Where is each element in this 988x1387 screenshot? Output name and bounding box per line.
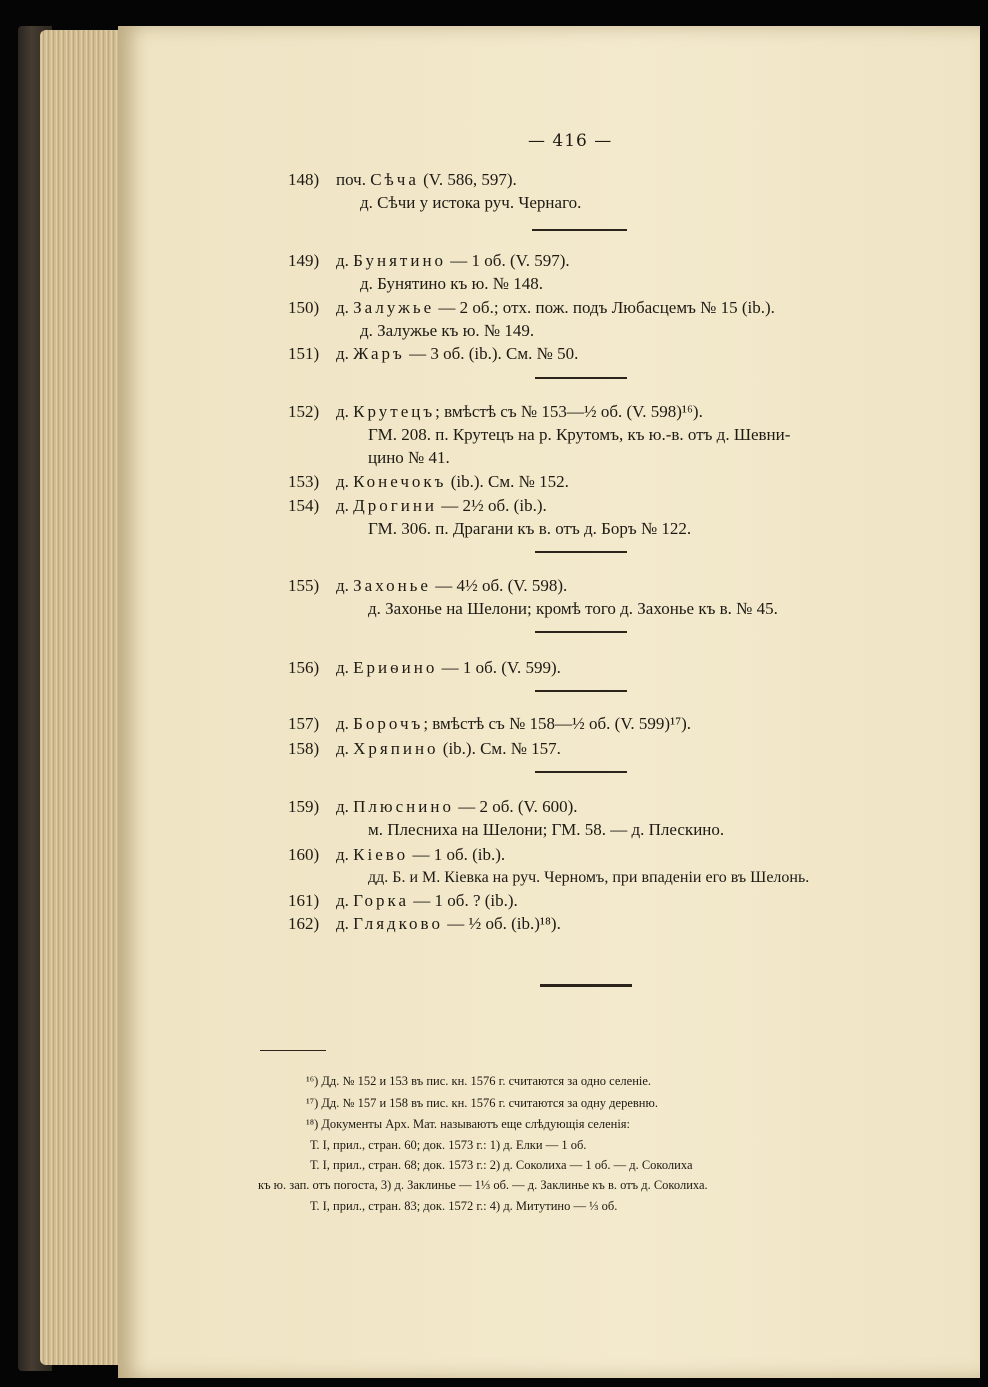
entry-155: 155) д. Захонье — 4½ об. (V. 598). д. Захонье на Шелони; кромѣ того д. Захонье къ в. № 45.	[288, 576, 778, 618]
entry-160: 160) д. Кіево — 1 об. (ib.). дд. Б. и М. Кіевка на руч. Черномъ, при впаденіи его въ Шелонь.	[288, 845, 810, 886]
entry-158: 158) д. Хряпино (ib.). См. № 157.	[288, 739, 561, 758]
separator	[535, 690, 627, 692]
entry-151: 151) д. Жаръ — 3 об. (ib.). См. № 50.	[288, 344, 579, 363]
entry-161: 161) д. Горка — 1 об. ? (ib.).	[288, 891, 518, 910]
entry-150: 150) д. Залужье — 2 об.; отх. пож. подъ Любасцемъ № 15 (ib.). д. Залужье къ ю. № 149.	[288, 298, 775, 340]
separator	[535, 771, 627, 773]
entry-157: 157) д. Борочъ; вмѣстѣ съ № 158—½ об. (V. 599)¹⁷).	[288, 714, 692, 733]
entry-159: 159) д. Плюснино — 2 об. (V. 600). м. Плесниха на Шелони; ГМ. 58. — д. Плескино.	[288, 797, 725, 839]
footnote-18-line: къ ю. зап. отъ погоста, 3) д. Заклинье — 1⅓ об. — д. Заклинье къ в. отъ д. Соколиха.	[258, 1178, 708, 1192]
entry-156: 156) д. Ериѳино — 1 об. (V. 599).	[288, 658, 561, 677]
separator	[535, 631, 627, 633]
footnote-18-line: Т. I, прил., стран. 68; док. 1573 г.: 2) д. Соколиха — 1 об. — д. Соколиха	[310, 1158, 693, 1172]
footnote-18-line: Т. I, прил., стран. 60; док. 1573 г.: 1) д. Елки — 1 об.	[310, 1138, 587, 1152]
entry-152: 152) д. Крутецъ; вмѣстѣ съ № 153—½ об. (V. 598)¹⁶). ГМ. 208. п. Крутецъ на р. Крутомъ, къ ю.-в. отъ д. Шевни- цино № 41.	[288, 402, 791, 467]
entry-153: 153) д. Конечокъ (ib.). См. № 152.	[288, 472, 569, 491]
entry-154: 154) д. Дрогини — 2½ об. (ib.). ГМ. 306. п. Драгани къ в. отъ д. Боръ № 122.	[288, 496, 692, 538]
footnote-rule	[260, 1050, 326, 1051]
page-number: — 416 —	[528, 131, 613, 151]
entry-149: 149) д. Бунятино — 1 об. (V. 597). д. Бунятино къ ю. № 148.	[288, 251, 570, 293]
separator	[532, 229, 627, 231]
footnote-18-line: Т. I, прил., стран. 83; док. 1572 г.: 4) д. Митутино — ⅓ об.	[310, 1199, 618, 1213]
separator	[535, 551, 627, 553]
entry-162: 162) д. Глядково — ½ об. (ib.)¹⁸).	[288, 914, 561, 933]
end-rule	[540, 984, 632, 987]
footnote-16: ¹⁶) Дд. № 152 и 153 въ пис. кн. 1576 г. считаются за одно селеніе.	[306, 1074, 652, 1088]
separator	[535, 377, 627, 379]
entry-148: 148) поч. Сѣча (V. 586, 597). д. Сѣчи у истока руч. Чернаго.	[288, 170, 582, 212]
footnote-17: ¹⁷) Дд. № 157 и 158 въ пис. кн. 1576 г. считаются за одну деревню.	[306, 1096, 658, 1110]
footnote-18: ¹⁸) Документы Арх. Мат. называютъ еще слѣдующія селенія:	[306, 1117, 631, 1131]
